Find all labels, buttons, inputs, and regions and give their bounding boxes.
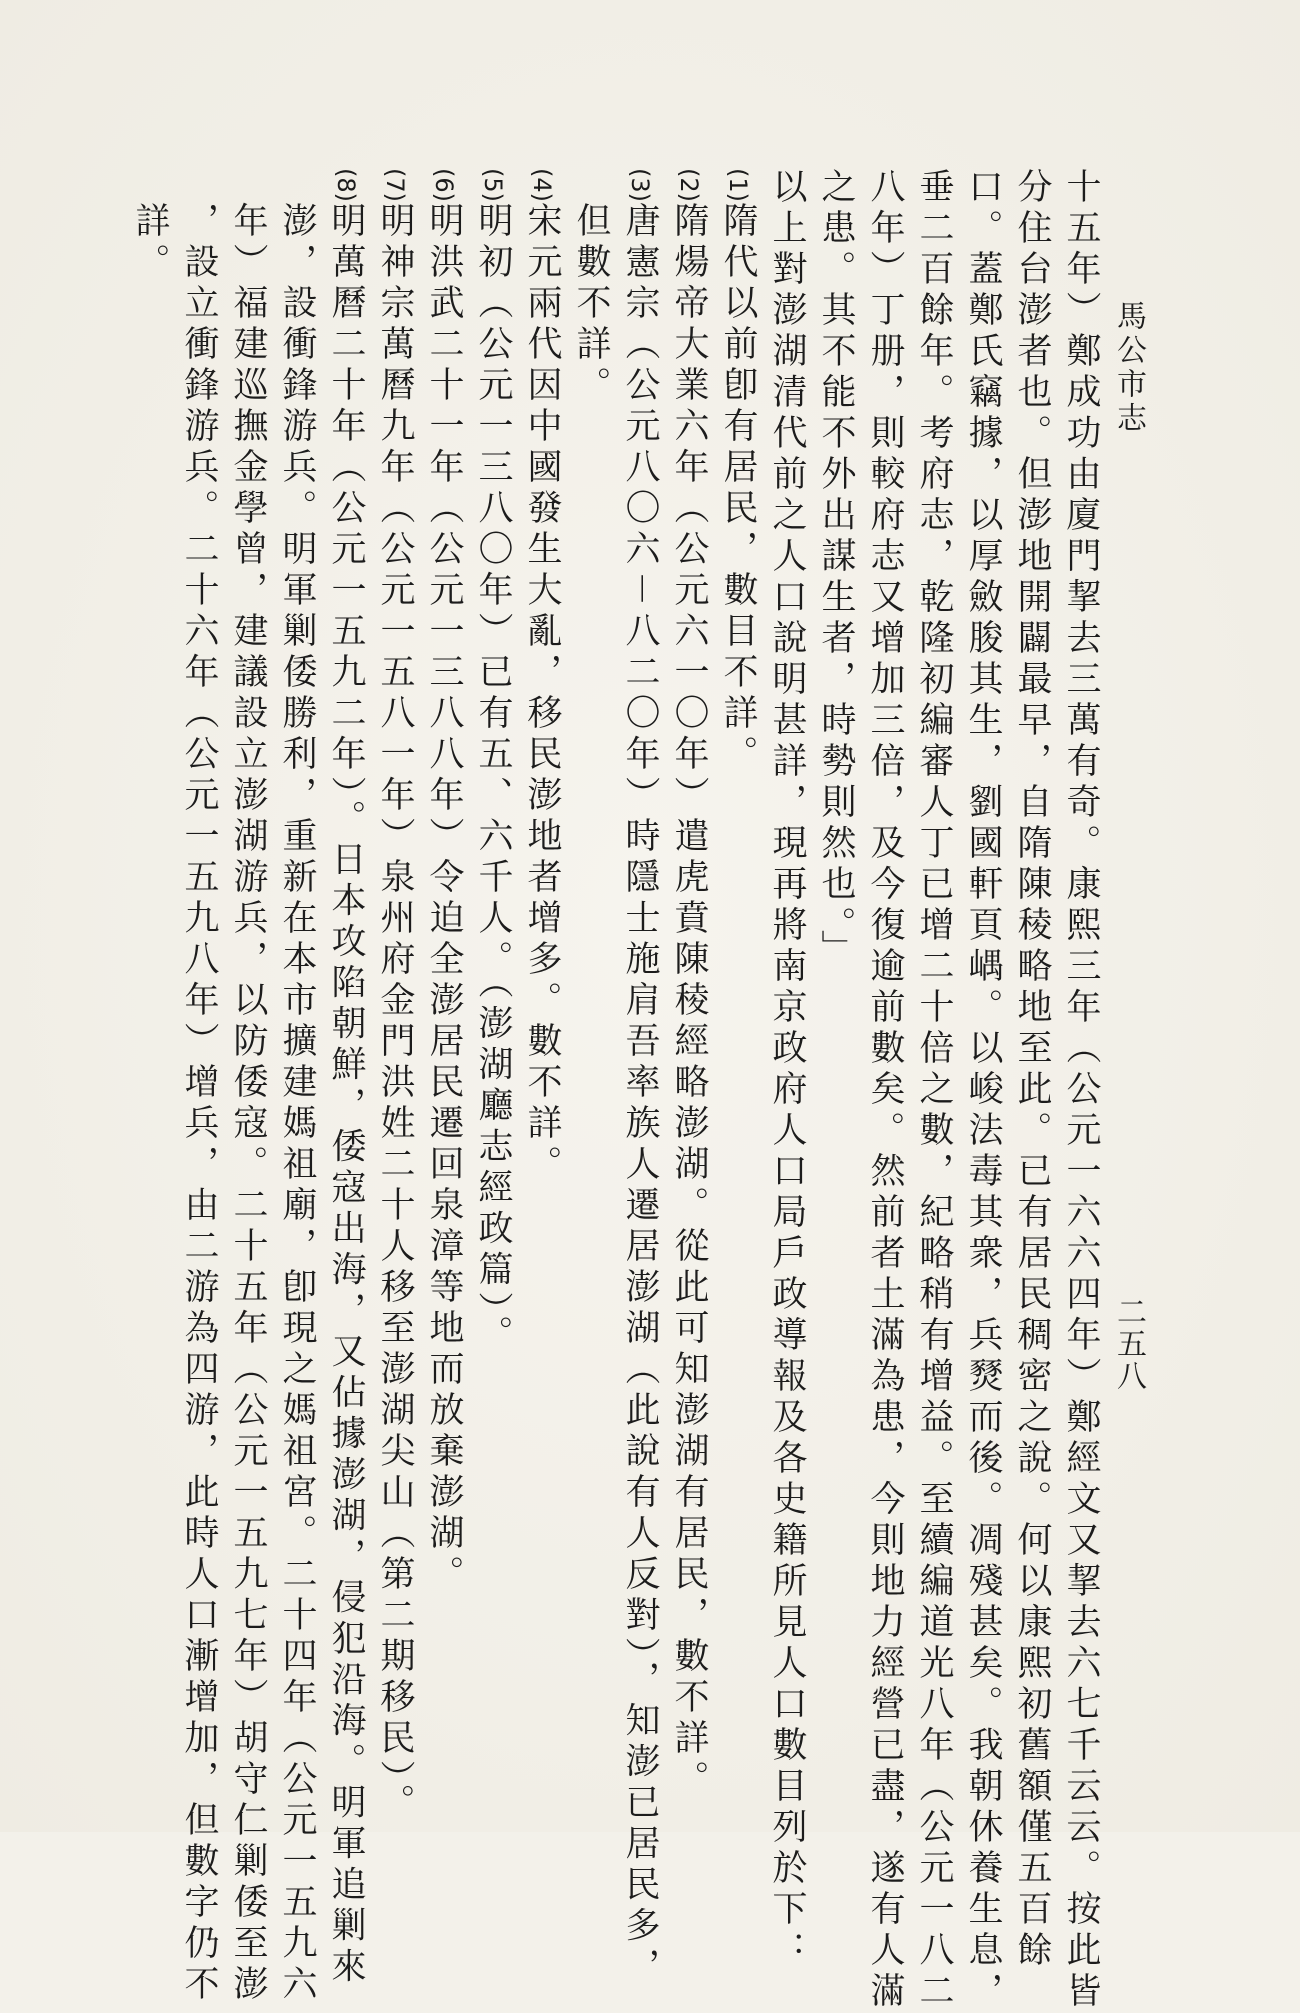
list-item-text: 年）福建巡撫金學曾，建議設立澎湖游兵，以防倭寇。二十五年（公元一五九七年）胡守仁剿倭至澎 (228, 202, 268, 2006)
list-marker: (6) (430, 168, 458, 202)
text-column: 八年）丁册，則較府志又增加三倍，及今復逾前數矣。然前者土滿為患，今則地力經營已盡，遂有人滿 (865, 168, 905, 2013)
list-marker: (8) (332, 168, 360, 202)
list-marker: (1) (724, 168, 752, 202)
list-item-text: 明洪武二十一年（公元一三八八年）令迫全澎居民遷回泉漳等地而放棄澎湖。 (424, 202, 464, 1596)
list-item (370, 168, 419, 1825)
list-item-continuation (174, 168, 223, 2006)
list-item-text: 明神宗萬曆九年（公元一五八一年）泉州府金門洪姓二十人移至澎湖尖山（第二期移民）。 (375, 202, 415, 1825)
list-item-continuation (223, 168, 272, 2006)
text-column: 垂二百餘年。考府志，乾隆初編審人丁已增二十倍之數，紀略稍有增益。至續編道光八年（公元一八二 (914, 168, 954, 2013)
list-item-text: 但數不詳。 (571, 202, 611, 407)
list-item-text: ，設立衝鋒游兵。二十六年（公元一五九八年）增兵，由二游為四游，此時人口漸增加，但數字仍不 (179, 202, 219, 2006)
list-item-text: 隋煬帝大業六年（公元六一〇年）遣虎賁陳稜經略澎湖。從此可知澎湖有居民，數不詳。 (669, 202, 709, 1801)
list-item-continuation (125, 168, 174, 1768)
list-item (468, 168, 517, 1768)
list-marker: (2) (675, 168, 703, 202)
list-item-continuation (566, 168, 615, 1768)
list-item (713, 168, 762, 1768)
list-marker: (3) (626, 168, 654, 202)
body-text (125, 168, 1105, 2013)
list-item (664, 168, 713, 1801)
list-item-text: 宋元兩代因中國發生大亂，移民澎地者增多。數不詳。 (522, 202, 562, 1186)
list-marker: (4) (528, 168, 556, 202)
list-marker: (5) (479, 168, 507, 202)
list-item-text: 詳。 (130, 202, 170, 284)
list-item-continuation (272, 168, 321, 2006)
list-item-text: 唐憲宗（公元八〇六－八二〇年）時隱士施肩吾率族人遷居澎湖（此說有人反對），知澎已居民多， (620, 202, 660, 1989)
list-item-text: 明初（公元一三八〇年）已有五、六千人。（澎湖廳志經政篇）。 (473, 202, 513, 1356)
list-item-text: 澎，設衝鋒游兵。明軍剿倭勝利，重新在本市擴建媽祖廟，卽現之媽祖宮。二十四年（公元一五九六 (277, 202, 317, 2006)
text-column: 以上對澎湖清代前之人口說明甚詳，現再將南京政府人口局戶政導報及各史籍所見人口數目列於下： (767, 168, 807, 1972)
text-column: 之患。其不能不外出謀生者，時勢則然也。」 (816, 168, 856, 971)
running-header-title: 馬公市志 (1111, 300, 1146, 436)
text-column: 十五年）鄭成功由廈門挈去三萬有奇。康熙三年（公元一六六四年）鄭經文又挈去六七千云云。按此皆 (1061, 168, 1101, 2013)
page-number: 二五八 (1111, 1296, 1146, 1392)
list-item-text: 明萬曆二十年（公元一五九二年）。日本攻陷朝鮮，倭寇出海，又佔據澎湖，侵犯沿海。明軍追剿來 (326, 202, 366, 1989)
text-column: 分住台澎者也。但澎地開闢最早，自隋陳稜略地至此。已有居民稠密之說。何以康熙初舊額僅五百餘 (1012, 168, 1052, 1972)
list-item (321, 168, 370, 1989)
list-item (419, 168, 468, 1768)
list-item (615, 168, 664, 1989)
list-item-text: 隋代以前卽有居民，數目不詳。 (718, 202, 758, 776)
list-marker: (7) (381, 168, 409, 202)
list-item (517, 168, 566, 1768)
text-column: 口。蓋鄭氏竊據，以厚斂朘其生，劉國軒頁嵎。以峻法毒其衆，兵燹而後。凋殘甚矣。我朝休養生息， (963, 168, 1003, 2013)
